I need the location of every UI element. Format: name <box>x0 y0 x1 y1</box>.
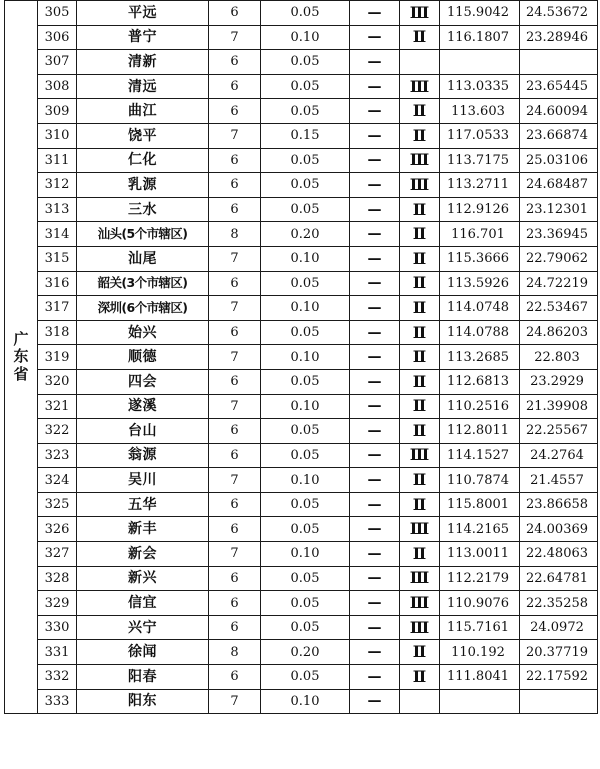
row-number: 312 <box>38 173 77 198</box>
acceleration-value: 0.05 <box>261 615 350 640</box>
longitude-value: 112.8011 <box>440 419 520 444</box>
intensity-value: 6 <box>209 615 261 640</box>
intensity-value: 6 <box>209 591 261 616</box>
latitude-value: 22.48063 <box>520 542 598 567</box>
table-row <box>5 148 598 173</box>
latitude-value: 22.64781 <box>520 566 598 591</box>
zone-value <box>400 50 440 75</box>
zone-value: Ⅲ <box>400 173 440 198</box>
longitude-value: 115.9042 <box>440 1 520 26</box>
intensity-value: 7 <box>209 468 261 493</box>
intensity-value: 7 <box>209 689 261 714</box>
intensity-value: 7 <box>209 246 261 271</box>
acceleration-value: 0.05 <box>261 591 350 616</box>
acceleration-value: 0.05 <box>261 1 350 26</box>
county-name: 新丰 <box>77 517 209 542</box>
longitude-value: 114.1527 <box>440 443 520 468</box>
latitude-value: 24.68487 <box>520 173 598 198</box>
table-row <box>5 542 598 567</box>
intensity-value: 7 <box>209 394 261 419</box>
table-row <box>5 640 598 665</box>
longitude-value: 113.5926 <box>440 271 520 296</box>
table-row <box>5 271 598 296</box>
row-number: 316 <box>38 271 77 296</box>
table-row <box>5 591 598 616</box>
table-row <box>5 246 598 271</box>
intensity-value: 6 <box>209 148 261 173</box>
row-number: 319 <box>38 345 77 370</box>
latitude-value: 21.39908 <box>520 394 598 419</box>
table-row <box>5 517 598 542</box>
row-number: 327 <box>38 542 77 567</box>
acceleration-value: 0.10 <box>261 25 350 50</box>
county-name: 汕头(5个市辖区) <box>77 222 209 247</box>
group-value: — <box>350 173 400 198</box>
zone-value: Ⅱ <box>400 271 440 296</box>
group-value: — <box>350 591 400 616</box>
acceleration-value: 0.10 <box>261 468 350 493</box>
county-name: 清新 <box>77 50 209 75</box>
row-number: 330 <box>38 615 77 640</box>
latitude-value: 24.0972 <box>520 615 598 640</box>
acceleration-value: 0.05 <box>261 271 350 296</box>
row-number: 326 <box>38 517 77 542</box>
group-value: — <box>350 542 400 567</box>
longitude-value: 113.0335 <box>440 74 520 99</box>
latitude-value: 24.2764 <box>520 443 598 468</box>
zone-value: Ⅲ <box>400 591 440 616</box>
intensity-value: 7 <box>209 296 261 321</box>
group-value: — <box>350 689 400 714</box>
longitude-value: 111.8041 <box>440 665 520 690</box>
latitude-value: 20.37719 <box>520 640 598 665</box>
zone-value: Ⅱ <box>400 640 440 665</box>
county-name: 清远 <box>77 74 209 99</box>
latitude-value: 25.03106 <box>520 148 598 173</box>
acceleration-value: 0.05 <box>261 173 350 198</box>
zone-value: Ⅲ <box>400 566 440 591</box>
row-number: 318 <box>38 320 77 345</box>
row-number: 307 <box>38 50 77 75</box>
table-row <box>5 25 598 50</box>
latitude-value: 22.25567 <box>520 419 598 444</box>
zone-value: Ⅱ <box>400 246 440 271</box>
group-value: — <box>350 25 400 50</box>
latitude-value: 23.2929 <box>520 369 598 394</box>
zone-value: Ⅲ <box>400 615 440 640</box>
acceleration-value: 0.05 <box>261 443 350 468</box>
intensity-value: 6 <box>209 517 261 542</box>
group-value: — <box>350 369 400 394</box>
row-number: 328 <box>38 566 77 591</box>
county-name: 阳东 <box>77 689 209 714</box>
longitude-value: 116.1807 <box>440 25 520 50</box>
zone-value: Ⅱ <box>400 345 440 370</box>
acceleration-value: 0.05 <box>261 197 350 222</box>
county-name: 阳春 <box>77 665 209 690</box>
county-name: 翁源 <box>77 443 209 468</box>
zone-value: Ⅱ <box>400 492 440 517</box>
latitude-value: 24.00369 <box>520 517 598 542</box>
acceleration-value: 0.05 <box>261 50 350 75</box>
latitude-value: 22.35258 <box>520 591 598 616</box>
intensity-value: 6 <box>209 50 261 75</box>
table-row <box>5 615 598 640</box>
county-name: 兴宁 <box>77 615 209 640</box>
zone-value: Ⅱ <box>400 320 440 345</box>
group-value: — <box>350 74 400 99</box>
zone-value: Ⅱ <box>400 123 440 148</box>
zone-value: Ⅱ <box>400 222 440 247</box>
group-value: — <box>350 517 400 542</box>
group-value: — <box>350 148 400 173</box>
longitude-value: 115.8001 <box>440 492 520 517</box>
acceleration-value: 0.10 <box>261 345 350 370</box>
latitude-value: 24.86203 <box>520 320 598 345</box>
acceleration-value: 0.20 <box>261 640 350 665</box>
longitude-value: 114.0748 <box>440 296 520 321</box>
row-number: 332 <box>38 665 77 690</box>
acceleration-value: 0.10 <box>261 246 350 271</box>
table-row <box>5 419 598 444</box>
group-value: — <box>350 419 400 444</box>
intensity-value: 6 <box>209 320 261 345</box>
longitude-value: 115.7161 <box>440 615 520 640</box>
intensity-value: 7 <box>209 542 261 567</box>
zone-value: Ⅲ <box>400 1 440 26</box>
table-row <box>5 197 598 222</box>
longitude-value: 114.0788 <box>440 320 520 345</box>
county-name: 乳源 <box>77 173 209 198</box>
group-value: — <box>350 615 400 640</box>
latitude-value: 22.803 <box>520 345 598 370</box>
group-value: — <box>350 394 400 419</box>
table-row <box>5 689 598 714</box>
county-name: 饶平 <box>77 123 209 148</box>
intensity-value: 8 <box>209 640 261 665</box>
longitude-value: 110.2516 <box>440 394 520 419</box>
table-row <box>5 345 598 370</box>
intensity-value: 7 <box>209 345 261 370</box>
group-value: — <box>350 443 400 468</box>
table-row <box>5 443 598 468</box>
longitude-value <box>440 50 520 75</box>
row-number: 333 <box>38 689 77 714</box>
county-name: 三水 <box>77 197 209 222</box>
row-number: 331 <box>38 640 77 665</box>
zone-value: Ⅱ <box>400 197 440 222</box>
table-body <box>5 1 598 714</box>
acceleration-value: 0.05 <box>261 369 350 394</box>
acceleration-value: 0.05 <box>261 517 350 542</box>
county-name: 深圳(6个市辖区) <box>77 296 209 321</box>
table-row <box>5 492 598 517</box>
acceleration-value: 0.10 <box>261 296 350 321</box>
group-value: — <box>350 320 400 345</box>
longitude-value: 112.9126 <box>440 197 520 222</box>
zone-value: Ⅱ <box>400 665 440 690</box>
longitude-value: 113.603 <box>440 99 520 124</box>
acceleration-value: 0.10 <box>261 542 350 567</box>
latitude-value: 21.4557 <box>520 468 598 493</box>
acceleration-value: 0.05 <box>261 148 350 173</box>
row-number: 329 <box>38 591 77 616</box>
group-value: — <box>350 345 400 370</box>
zone-value: Ⅲ <box>400 517 440 542</box>
longitude-value: 113.0011 <box>440 542 520 567</box>
table-row <box>5 296 598 321</box>
row-number: 309 <box>38 99 77 124</box>
longitude-value: 113.2711 <box>440 173 520 198</box>
intensity-value: 6 <box>209 197 261 222</box>
table-row <box>5 320 598 345</box>
table-row <box>5 50 598 75</box>
latitude-value: 22.53467 <box>520 296 598 321</box>
group-value: — <box>350 222 400 247</box>
longitude-value: 112.2179 <box>440 566 520 591</box>
intensity-value: 6 <box>209 492 261 517</box>
intensity-value: 6 <box>209 271 261 296</box>
latitude-value: 23.65445 <box>520 74 598 99</box>
acceleration-value: 0.10 <box>261 394 350 419</box>
intensity-value: 6 <box>209 1 261 26</box>
longitude-value: 110.9076 <box>440 591 520 616</box>
group-value: — <box>350 246 400 271</box>
intensity-value: 6 <box>209 566 261 591</box>
table-row <box>5 566 598 591</box>
table-row <box>5 1 598 26</box>
table-row <box>5 468 598 493</box>
acceleration-value: 0.05 <box>261 320 350 345</box>
row-number: 310 <box>38 123 77 148</box>
latitude-value: 23.28946 <box>520 25 598 50</box>
longitude-value <box>440 689 520 714</box>
row-number: 308 <box>38 74 77 99</box>
row-number: 322 <box>38 419 77 444</box>
county-name: 徐闻 <box>77 640 209 665</box>
group-value: — <box>350 665 400 690</box>
zone-value: Ⅱ <box>400 369 440 394</box>
table-row <box>5 74 598 99</box>
county-name: 曲江 <box>77 99 209 124</box>
group-value: — <box>350 271 400 296</box>
latitude-value: 22.17592 <box>520 665 598 690</box>
latitude-value: 24.72219 <box>520 271 598 296</box>
zone-value: Ⅲ <box>400 74 440 99</box>
intensity-value: 6 <box>209 99 261 124</box>
group-value: — <box>350 296 400 321</box>
row-number: 311 <box>38 148 77 173</box>
zone-value: Ⅲ <box>400 443 440 468</box>
group-value: — <box>350 123 400 148</box>
county-name: 新会 <box>77 542 209 567</box>
seismic-parameter-table <box>4 0 598 714</box>
longitude-value: 115.3666 <box>440 246 520 271</box>
group-value: — <box>350 468 400 493</box>
longitude-value: 113.7175 <box>440 148 520 173</box>
table-row <box>5 665 598 690</box>
table-row <box>5 394 598 419</box>
intensity-value: 8 <box>209 222 261 247</box>
intensity-value: 6 <box>209 665 261 690</box>
county-name: 仁化 <box>77 148 209 173</box>
zone-value: Ⅱ <box>400 542 440 567</box>
longitude-value: 110.7874 <box>440 468 520 493</box>
intensity-value: 6 <box>209 74 261 99</box>
longitude-value: 113.2685 <box>440 345 520 370</box>
latitude-value: 23.86658 <box>520 492 598 517</box>
zone-value: Ⅱ <box>400 25 440 50</box>
intensity-value: 6 <box>209 369 261 394</box>
table-row <box>5 369 598 394</box>
row-number: 325 <box>38 492 77 517</box>
longitude-value: 116.701 <box>440 222 520 247</box>
longitude-value: 114.2165 <box>440 517 520 542</box>
county-name: 吴川 <box>77 468 209 493</box>
latitude-value: 23.12301 <box>520 197 598 222</box>
latitude-value: 23.66874 <box>520 123 598 148</box>
latitude-value <box>520 50 598 75</box>
latitude-value <box>520 689 598 714</box>
table-row <box>5 123 598 148</box>
group-value: — <box>350 492 400 517</box>
county-name: 顺德 <box>77 345 209 370</box>
intensity-value: 6 <box>209 419 261 444</box>
group-value: — <box>350 50 400 75</box>
group-value: — <box>350 640 400 665</box>
intensity-value: 7 <box>209 123 261 148</box>
province-cell: 广东省 <box>5 1 38 714</box>
county-name: 新兴 <box>77 566 209 591</box>
acceleration-value: 0.10 <box>261 689 350 714</box>
county-name: 普宁 <box>77 25 209 50</box>
row-number: 320 <box>38 369 77 394</box>
group-value: — <box>350 99 400 124</box>
county-name: 遂溪 <box>77 394 209 419</box>
longitude-value: 110.192 <box>440 640 520 665</box>
intensity-value: 6 <box>209 173 261 198</box>
intensity-value: 6 <box>209 443 261 468</box>
row-number: 321 <box>38 394 77 419</box>
county-name: 汕尾 <box>77 246 209 271</box>
row-number: 306 <box>38 25 77 50</box>
county-name: 五华 <box>77 492 209 517</box>
row-number: 317 <box>38 296 77 321</box>
acceleration-value: 0.05 <box>261 99 350 124</box>
county-name: 信宜 <box>77 591 209 616</box>
latitude-value: 23.36945 <box>520 222 598 247</box>
zone-value: Ⅱ <box>400 468 440 493</box>
acceleration-value: 0.20 <box>261 222 350 247</box>
zone-value: Ⅱ <box>400 296 440 321</box>
acceleration-value: 0.05 <box>261 665 350 690</box>
zone-value: Ⅱ <box>400 394 440 419</box>
row-number: 324 <box>38 468 77 493</box>
acceleration-value: 0.05 <box>261 566 350 591</box>
intensity-value: 7 <box>209 25 261 50</box>
group-value: — <box>350 1 400 26</box>
row-number: 315 <box>38 246 77 271</box>
table-row <box>5 99 598 124</box>
row-number: 323 <box>38 443 77 468</box>
county-name: 四会 <box>77 369 209 394</box>
latitude-value: 22.79062 <box>520 246 598 271</box>
group-value: — <box>350 566 400 591</box>
acceleration-value: 0.05 <box>261 492 350 517</box>
longitude-value: 117.0533 <box>440 123 520 148</box>
longitude-value: 112.6813 <box>440 369 520 394</box>
row-number: 313 <box>38 197 77 222</box>
latitude-value: 24.53672 <box>520 1 598 26</box>
zone-value: Ⅱ <box>400 99 440 124</box>
county-name: 韶关(3个市辖区) <box>77 271 209 296</box>
latitude-value: 24.60094 <box>520 99 598 124</box>
acceleration-value: 0.05 <box>261 419 350 444</box>
acceleration-value: 0.15 <box>261 123 350 148</box>
acceleration-value: 0.05 <box>261 74 350 99</box>
county-name: 平远 <box>77 1 209 26</box>
zone-value: Ⅱ <box>400 419 440 444</box>
row-number: 314 <box>38 222 77 247</box>
table-row <box>5 222 598 247</box>
group-value: — <box>350 197 400 222</box>
table-row <box>5 173 598 198</box>
county-name: 台山 <box>77 419 209 444</box>
row-number: 305 <box>38 1 77 26</box>
zone-value: Ⅲ <box>400 148 440 173</box>
zone-value <box>400 689 440 714</box>
county-name: 始兴 <box>77 320 209 345</box>
